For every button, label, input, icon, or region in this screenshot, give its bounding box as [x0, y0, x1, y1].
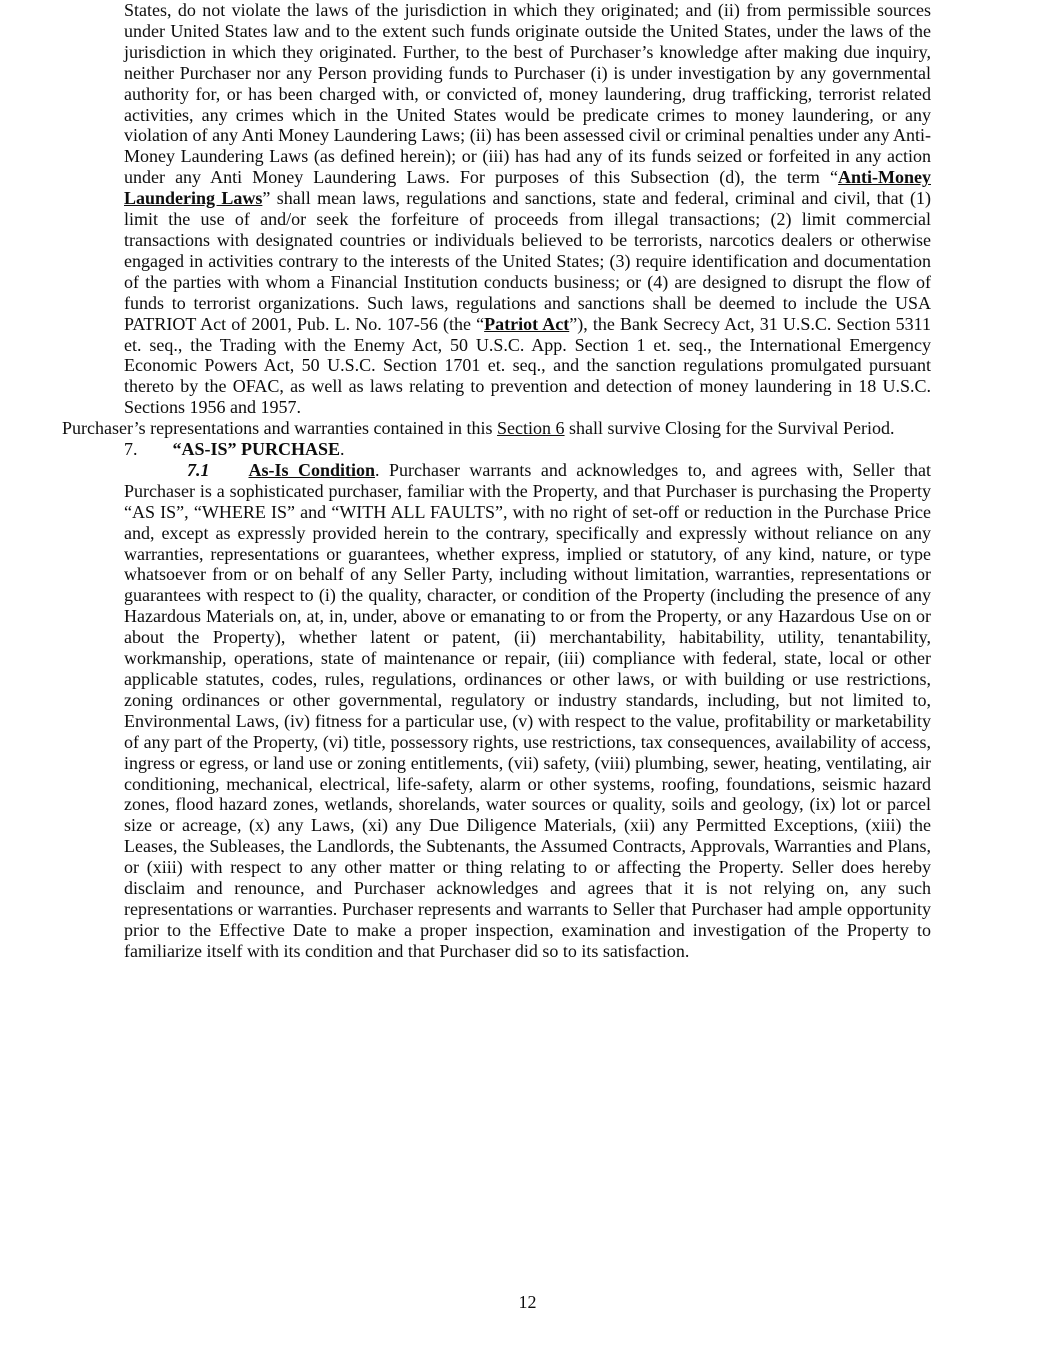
text-run: “AS-IS” PURCHASE — [172, 439, 341, 460]
text-run: As-Is Condition — [248, 459, 375, 480]
text-run: 7. — [124, 439, 138, 460]
section-7-heading — [124, 439, 931, 460]
text-run: . — [340, 439, 345, 460]
text-run: States, do not violate the laws of the jurisdiction in which they originated; and (ii) from permissible sources under United States law and to the extent such funds originate outside the United States, under the laws of the jurisdiction in which they originated. Further, to the best of Purchaser’s knowledge after making due inquiry, neither Purchaser nor any Person providing funds to Purchaser (i) is under investigation by any governmental authority for, or has been charged with, or convicted of, money laundering, drug trafficking, terrorist related activities, any crimes which in the United States would be predicate crimes to money laundering, or any violation of any Anti Money Laundering Laws; (ii) has been assessed civil or criminal penalties under any Anti-Money Laundering Laws (as defined herein); or (iii) has had any of its funds seized or forfeited in any action under any Anti Money Laundering Laws. For purposes of this Subsection (d), the term “ — [124, 0, 931, 188]
paragraph-section-7-1-as-is-condition — [124, 460, 931, 962]
text-run: Purchaser’s representations and warranties contained in this — [62, 418, 498, 439]
text-run: Section 6 — [497, 418, 565, 439]
text-run: ” shall mean laws, regulations and sanctions, state and federal, criminal and civil, that (1) limit the use of and/or seek the forfeiture of proceeds from illegal transactions; (2) limit commercial transactions with designated countries or individuals believed to be terrorists, narcotics dealers or otherwise engaged in activities contrary to the interests of the United States; (3) require identification and documentation of the parties with whom a Financial Institution conducts business; or (4) are designed to disrupt the flow of funds to terrorist organizations. Such laws, regulations and sanctions shall be deemed to include the USA PATRIOT Act of 2001, Pub. L. No. 107-56 (the “ — [124, 188, 931, 334]
text-run: Patriot Act — [484, 313, 570, 334]
paragraph-anti-money-laundering-quote — [124, 0, 931, 418]
text-run: 7.1 — [187, 459, 210, 480]
text-run: . Purchaser warrants and acknowledges to, and agrees with, Seller that Purchaser is a sophisticated purchaser, familiar with the Property, and that Purchaser is purchasing the Property “AS IS”, “WHERE IS” and “WITH ALL FAULTS”, with no right of set-off or reduction in the Purchase Price and, except as expressly provided herein to the contrary, specifically and expressly without reliance on any warranties, representations or guarantees, whether express, implied or statutory, of any kind, nature, or type whatsoever from or on behalf of any Seller Party, including without limitation, warranties, representations or guarantees with respect to (i) the quality, character, or condition of the Property (including the presence of any Hazardous Materials on, at, in, under, above or emanating to or from the Property, or any Hazardous Use on or about the Property), whether latent or patent, (ii) merchantability, habitability, utility, tenantability, workmanship, operations, state of maintenance or repair, (iii) compliance with federal, state, local or other applicable statutes, codes, rules, regulations, ordinances or other laws, or with building or use restrictions, zoning ordinances or other governmental, regulatory or industry standards, including, but not limited to, Environmental Laws, (iv) fitness for a particular use, (v) with respect to the value, profitability or marketability of any part of the Property, (vi) title, possessory rights, use restrictions, tax consequences, availability of access, ingress or egress, or land use or zoning entitlements, (vii) safety, (viii) plumbing, sewer, heating, ventilating, air conditioning, mechanical, electrical, life-safety, alarm or other systems, roofing, foundations, seismic hazard zones, flood hazard zones, wetlands, shorelands, water sources or quality, soils and geology, (ix) lot or parcel size or acreage, (x) any Laws, (xi) any Due Diligence Materials, (xii) any Permitted Exceptions, (xiii) the Leases, the Subleases, the Landlords, the Subtenants, the Assumed Contracts, Approvals, Warranties and Plans, or (xiii) with respect to any other matter or thing relating to or affecting the Property. Seller does hereby disclaim and renounce, and Purchaser acknowledges and agrees that it is not relying on, any such representations or warranties. Purchaser represents and warrants to Seller that Purchaser had ample opportunity prior to the Effective Date to make a proper inspection, examination and investigation of the Property to familiarize itself with its condition and that Purchaser did so to its satisfaction. — [124, 459, 931, 961]
text-run: shall survive Closing for the Survival Period. — [564, 418, 895, 439]
page-number: 12 — [518, 1292, 537, 1312]
paragraph-survival-clause — [62, 418, 931, 439]
text-run: ”), the Bank Secrecy Act, 31 U.S.C. Section 5311 et. seq., the Trading with the Enemy Act, 50 U.S.C. App. Section 1 et. seq., the International Emergency Economic Powers Act, 50 U.S.C. Section 1701 et. seq., and the sanction regulations promulgated pursuant thereto by the OFAC, as well as laws relating to prevention and detection of money laundering in 18 U.S.C. Sections 1956 and 1957. — [124, 313, 931, 418]
text-run: Anti-Money Laundering Laws — [124, 167, 931, 209]
document-content — [62, 0, 931, 962]
